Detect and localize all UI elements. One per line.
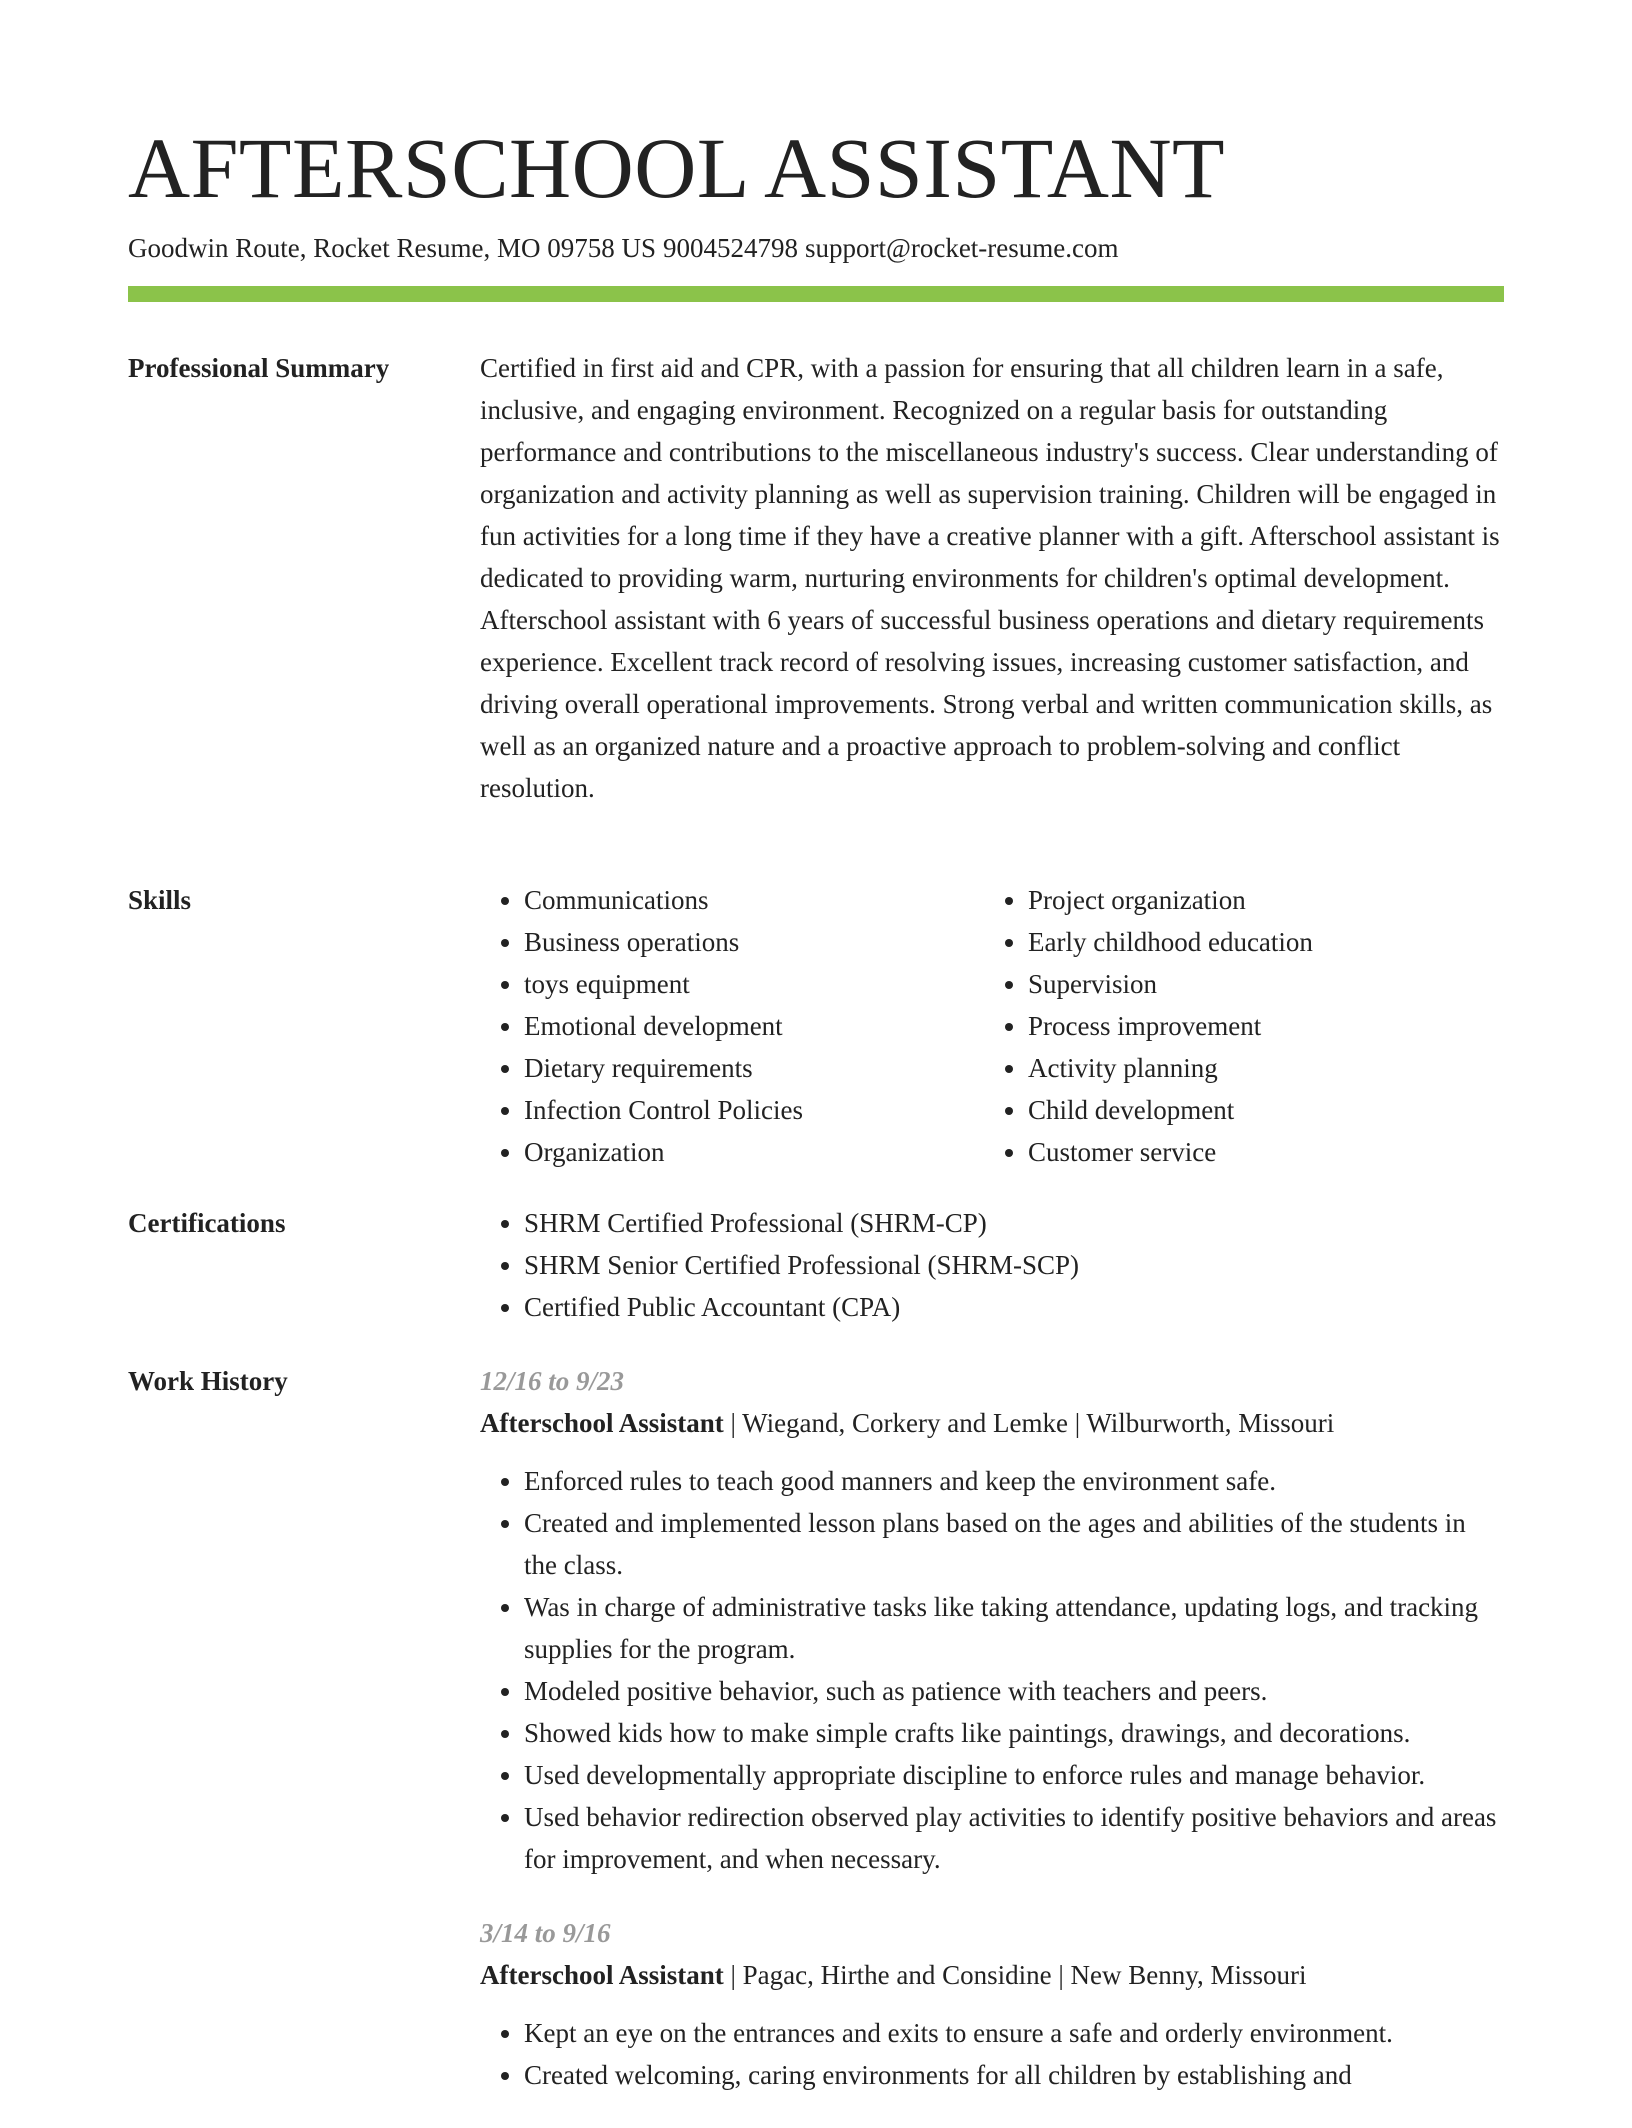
- summary-body: [480, 347, 1504, 809]
- resume-name: AFTERSCHOOL ASSISTANT: [128, 120, 1226, 216]
- list-item: • Created and implemented lesson plans based on the ages and abilities of the students in the class.: [524, 1502, 1504, 1586]
- job-entry: [480, 1360, 1504, 1880]
- skills-heading: Skills: [128, 885, 192, 915]
- certifications-heading: Certifications: [128, 1208, 286, 1238]
- job-title-line: [480, 1402, 1504, 1444]
- list-item: • Activity planning: [1028, 1047, 1488, 1089]
- skills-list-right: [984, 879, 1488, 1173]
- job-employer-location: | Wiegand, Corkery and Lemke | Wilburworth, Missouri: [723, 1408, 1335, 1438]
- job-entry: [480, 1912, 1504, 2096]
- summary-text: Certified in first aid and CPR, with a passion for ensuring that all children learn in a safe, inclusive, and engaging environment. Recognized on a regular basis for outstanding performance and contributions to the miscellaneous industry's success. Clear understanding of organization and activity planning as well as supervision training. Children will be engaged in fun activities for a long time if they have a creative planner with a gift. Afterschool assistant is dedicated to providing warm, nurturing environments for children's optimal development. Afterschool assistant with 6 years of successful business operations and dietary requirements experience. Excellent track record of resolving issues, increasing customer satisfaction, and driving overall operational improvements. Strong verbal and written communication skills, as well as an organized nature and a proactive approach to problem-solving and conflict resolution.: [480, 353, 1500, 803]
- skills-body: [480, 879, 1504, 1173]
- job-bullets: [480, 2012, 1504, 2096]
- job-dates: 3/14 to 9/16: [480, 1918, 611, 1948]
- list-item: • Used developmentally appropriate discipline to enforce rules and manage behavior.: [524, 1754, 1504, 1796]
- work-history-body: [480, 1360, 1504, 2128]
- summary-heading: Professional Summary: [128, 353, 390, 383]
- certifications-body: [480, 1202, 1504, 1328]
- job-title: Afterschool Assistant: [480, 1408, 724, 1438]
- contact-phone: 9004524798: [662, 233, 798, 263]
- job-title-line: [480, 1954, 1504, 1996]
- list-item: • Business operations: [524, 921, 984, 963]
- job-dates: 12/16 to 9/23: [480, 1366, 625, 1396]
- job-employer-location: | Pagac, Hirthe and Considine | New Benny, Missouri: [723, 1960, 1307, 1990]
- list-item: • Organization: [524, 1131, 984, 1173]
- list-item: • Communications: [524, 879, 984, 921]
- list-item: • Dietary requirements: [524, 1047, 984, 1089]
- list-item: • Project organization: [1028, 879, 1488, 921]
- list-item: • Process improvement: [1028, 1005, 1488, 1047]
- job-title: Afterschool Assistant: [480, 1960, 724, 1990]
- contact-line: [128, 230, 1126, 266]
- list-item: • Kept an eye on the entrances and exits to ensure a safe and orderly environment.: [524, 2012, 1504, 2054]
- work-history-heading: Work History: [128, 1366, 288, 1396]
- list-item: • SHRM Senior Certified Professional (SHRM-SCP): [524, 1244, 1504, 1286]
- list-item: • Was in charge of administrative tasks like taking attendance, updating logs, and tracking supplies for the program.: [524, 1586, 1504, 1670]
- list-item: • Emotional development: [524, 1005, 984, 1047]
- list-item: • Modeled positive behavior, such as patience with teachers and peers.: [524, 1670, 1504, 1712]
- list-item: • Customer service: [1028, 1131, 1488, 1173]
- contact-email: support@rocket-resume.com: [804, 233, 1119, 263]
- skills-list-left: [480, 879, 984, 1173]
- list-item: • Enforced rules to teach good manners and keep the environment safe.: [524, 1460, 1504, 1502]
- list-item: • toys equipment: [524, 963, 984, 1005]
- list-item: • SHRM Certified Professional (SHRM-CP): [524, 1202, 1504, 1244]
- job-bullets: [480, 1460, 1504, 1880]
- list-item: • Early childhood education: [1028, 921, 1488, 963]
- list-item: • Supervision: [1028, 963, 1488, 1005]
- list-item: • Created welcoming, caring environments for all children by establishing and: [524, 2054, 1504, 2096]
- list-item: • Infection Control Policies: [524, 1089, 984, 1131]
- header-divider: [128, 286, 1504, 302]
- list-item: • Child development: [1028, 1089, 1488, 1131]
- certifications-list: [480, 1202, 1504, 1328]
- list-item: • Showed kids how to make simple crafts like paintings, drawings, and decorations.: [524, 1712, 1504, 1754]
- contact-address: Goodwin Route, Rocket Resume, MO 09758 US: [128, 233, 656, 263]
- list-item: • Certified Public Accountant (CPA): [524, 1286, 1504, 1328]
- list-item: • Used behavior redirection observed play activities to identify positive behaviors and areas for improvement, and when necessary.: [524, 1796, 1504, 1880]
